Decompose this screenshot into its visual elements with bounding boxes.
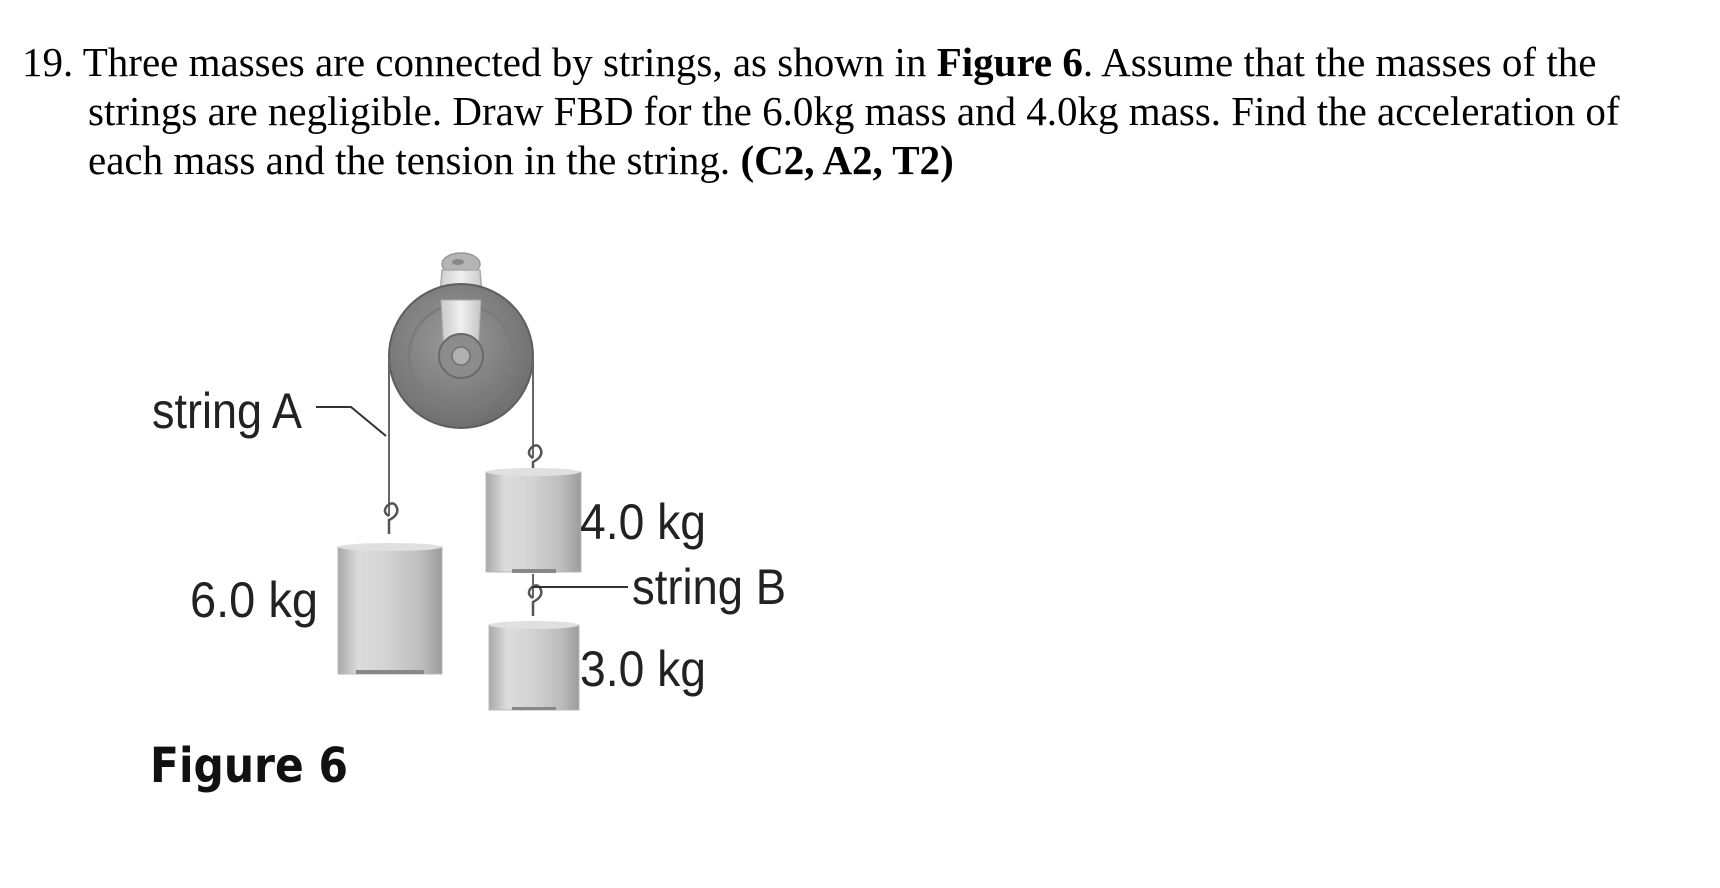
hook-right-bottom-icon xyxy=(529,585,541,616)
question-line-2: strings are negligible. Draw FBD for the 6.0kg mass and 4.0kg mass. Find the acceleration of xyxy=(88,88,1620,134)
mass-4kg xyxy=(486,468,581,573)
label-mass-4kg: 4.0 kg xyxy=(580,494,706,550)
figure-reference: Figure 6 xyxy=(936,39,1083,85)
label-string-b: string B xyxy=(632,559,786,615)
question-line-1-start: Three masses are connected by strings, as shown in xyxy=(82,39,937,85)
mass-6kg xyxy=(338,543,442,674)
mass-3kg xyxy=(489,621,579,710)
pulley-icon xyxy=(389,284,533,428)
question-line-1-end: . Assume that the masses of the xyxy=(1082,39,1597,85)
hook-left-icon xyxy=(385,503,397,534)
question-number: 19. xyxy=(22,39,74,85)
figure-caption: Figure 6 xyxy=(150,738,348,794)
label-string-a: string A xyxy=(152,383,303,439)
skill-codes: (C2, A2, T2) xyxy=(740,137,954,183)
label-mass-3kg: 3.0 kg xyxy=(580,641,706,697)
question-line-3-start: each mass and the tension in the string. xyxy=(88,137,741,183)
label-mass-6kg: 6.0 kg xyxy=(190,572,318,628)
string-a-leader xyxy=(316,407,386,436)
